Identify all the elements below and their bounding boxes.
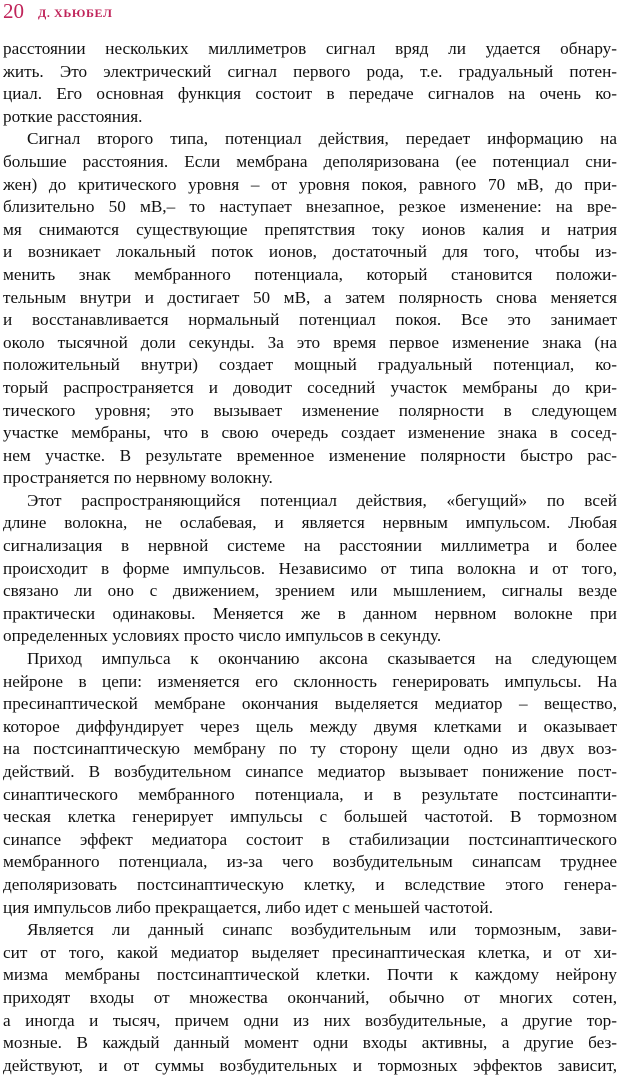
text-line: Приход импульса к окончанию аксона сказывается на следующем	[27, 649, 617, 669]
text-line: связано ли оно с движением, зрением или мышлением, сигналы везде	[3, 581, 617, 601]
text-line: торый распространяется и доводит соседний участок мембраны до кри-	[3, 377, 617, 397]
text-line: большие расстояния. Если мембрана деполяризована (ее потенциал сни-	[3, 151, 617, 171]
text-line: нейроне в цепи: изменяется его склонность генерировать импульсы. На	[3, 671, 617, 691]
text-line: Является ли данный синапс возбудительным или тормозным, зави-	[27, 920, 617, 940]
text-line: приходят входы от множества окончаний, обычно от многих сотен,	[3, 987, 617, 1007]
text-line: мя снимаются существующие препятствия току ионов калия и натрия	[3, 219, 617, 239]
text-line: ческая клетка генерирует импульсы с большей частотой. В тормозном	[3, 807, 617, 827]
text-line: сит от того, какой медиатор выделяет пресинаптическая клетка, и от хи-	[3, 942, 617, 962]
text-line: происходит в форме импульсов. Независимо от типа волокна и от того,	[3, 558, 617, 578]
text-line: пресинаптической мембране окончания выделяется медиатор – вещество,	[3, 694, 617, 714]
text-line: положительный внутри) создает мощный градуальный потенциал, ко-	[3, 355, 617, 375]
text-line: Сигнал второго типа, потенциал действия, передает информацию на	[27, 129, 617, 149]
text-line: синапсе эффект медиатора состоит в стабилизации постсинаптического	[3, 829, 617, 849]
text-line: мизма мембраны постсинаптической клетки. Почти к каждому нейрону	[3, 965, 617, 985]
text-line: сигнализация в нервной системе на расстоянии миллиметра и более	[3, 536, 617, 556]
text-line: участке мембраны, что в свою очередь создает изменение знака в сосед-	[3, 423, 617, 443]
text-line: действуют, и от суммы возбудительных и тормозных эффектов зависит,	[3, 1055, 617, 1075]
running-head	[3, 0, 617, 22]
running-title: Д. ХЬЮБЕЛ	[38, 6, 113, 20]
text-line: длине волокна, не ослабевая, и является нервным импульсом. Любая	[3, 513, 617, 533]
text-line: действий. В возбудительном синапсе медиатор вызывает понижение пост-	[3, 762, 617, 781]
text-line: которое диффундирует через щель между двумя клетками и оказывает	[3, 716, 617, 736]
text-line: и возникает локальный поток ионов, достаточный для того, чтобы из-	[3, 242, 617, 262]
text-line: тельным внутри и достигает 50 мВ, а затем полярность снова меняется	[3, 287, 617, 307]
page-number: 20	[3, 0, 24, 23]
text-line: около тысячной доли секунды. За это время первое изменение знака (на	[3, 332, 617, 352]
text-line: жен) до критического уровня – от уровня покоя, равного 70 мВ, до при-	[3, 174, 617, 194]
text-line: пространяется по нервному волокну.	[3, 468, 273, 488]
text-line: нем участке. В результате временное изменение полярности быстро рас-	[3, 445, 617, 465]
text-line: мозные. В каждый данный момент одни входы активны, а другие без-	[3, 1033, 617, 1053]
text-line: жить. Это электрический сигнал первого рода, т.е. градуальный потен-	[3, 61, 617, 81]
text-line: роткие расстояния.	[3, 106, 143, 126]
text-line: Этот распространяющийся потенциал действия, «бегущий» по всей	[27, 490, 617, 510]
text-line: синаптического мембранного потенциала, и в результате постсинапти-	[3, 784, 617, 804]
text-line: деполяризовать постсинаптическую клетку, и вследствие этого генера-	[3, 874, 617, 894]
text-line: на постсинаптическую мембрану по ту сторону щели одно из двух воз-	[3, 739, 617, 759]
text-line: ция импульсов либо прекращается, либо идет с меньшей частотой.	[3, 897, 494, 917]
text-line: циал. Его основная функция состоит в передаче сигналов на очень ко-	[3, 84, 617, 104]
text-line: а иногда и тысяч, причем одни из них возбудительные, а другие тор-	[3, 1010, 617, 1030]
text-line: менить знак мембранного потенциала, который становится положи-	[3, 264, 617, 284]
text-line: и восстанавливается нормальный потенциал покоя. Все это занимает	[3, 310, 617, 330]
text-line: определенных условиях просто число импульсов в секунду.	[3, 626, 442, 646]
body-text	[3, 38, 617, 1077]
text-line: мембранного потенциала, из-за чего возбудительным синапсам труднее	[3, 852, 617, 872]
text-line: тического уровня; это вызывает изменение полярности в следующем	[3, 400, 617, 420]
text-line: расстоянии нескольких миллиметров сигнал вряд ли удается обнару-	[3, 39, 617, 58]
text-line: практически одинаковы. Меняется же в данном нервном волокне при	[3, 603, 617, 623]
text-line: близительно 50 мВ,– то наступает внезапное, резкое изменение: на вре-	[3, 197, 617, 217]
